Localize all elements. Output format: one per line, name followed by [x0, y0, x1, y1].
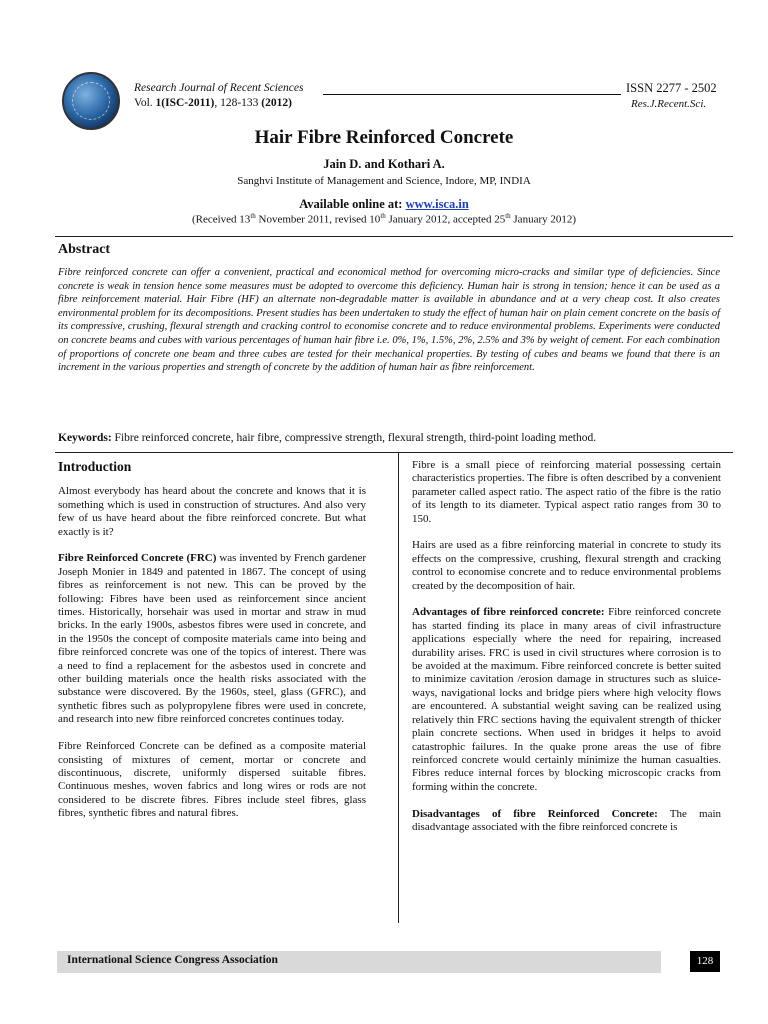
left-column — [58, 460, 366, 834]
introduction-heading: Introduction — [58, 459, 132, 474]
footer-organization: International Science Congress Association — [67, 954, 278, 966]
paragraph: Fibre is a small piece of reinforcing material possessing certain characteristics properties. The fibre is often described by a convenient parameter called aspect ratio. The aspect ratio of the fibre is the ratio of its length to its diameter. Typical aspect ratio ranges from 30 to 150. — [412, 459, 721, 525]
column-divider — [398, 453, 399, 923]
volume-info: Vol. 1(ISC-2011), 128-133 (2012) — [134, 97, 292, 109]
affiliation: Sanghvi Institute of Management and Science, Indore, MP, INDIA — [237, 175, 531, 187]
journal-abbreviation: Res.J.Recent.Sci. — [631, 98, 707, 110]
authors: Jain D. and Kothari A. — [323, 157, 445, 171]
website-link[interactable]: www.isca.in — [405, 197, 469, 211]
abstract-top-rule — [55, 236, 733, 237]
received-dates: (Received 13th November 2011, revised 10th January 2012, accepted 25th January 2012) — [191, 212, 577, 226]
paragraph: Hairs are used as a fibre reinforcing material in concrete to study its effects on the compressive, crushing, flexural strength and cracking control to economise concrete and to reduce environmental problems created by the decomposition of hair. — [412, 539, 721, 592]
header-rule — [323, 94, 621, 95]
available-online: Available online at: www.isca.in — [299, 197, 469, 211]
journal-logo — [62, 72, 120, 130]
paper-title: Hair Fibre Reinforced Concrete — [254, 127, 514, 148]
body-top-rule — [55, 452, 733, 453]
journal-name: Research Journal of Recent Sciences — [134, 82, 304, 94]
paragraph: Disadvantages of fibre Reinforced Concrete: The main disadvantage associated with the fibre reinforced concrete is — [412, 807, 722, 833]
page-number: 128 — [690, 951, 720, 972]
keywords-text: Fibre reinforced concrete, hair fibre, compressive strength, flexural strength, third-point loading method. — [111, 432, 597, 444]
paragraph: Almost everybody has heard about the concrete and knows that it is something which is used in construction of structures. And also very few of us have heard about the fibre reinforced concrete. But what exactly is it? — [58, 485, 366, 538]
paragraph: Fibre Reinforced Concrete (FRC) was invented by French gardener Joseph Monier in 1849 and patented in 1867. The concept of using fibres as reinforcement is not new. This can be proved by the following: Fibres have been used as reinforcement since ancient times. Historically, horsehair was used in mortar and straw in mud bricks. In the early 1900s, asbestos fibres were used in concrete, and in the 1950s the concept of composite materials came into being and fibre reinforced concrete was one of the topics of interest. There was a need to find a replacement for the asbestos used in concrete and other building materials once the health risks associated with the substance were discovered. By the 1960s, steel, glass (GFRC), and synthetic fibres such as polypropylene fibres were used in concrete, and research into new fibre reinforced concretes continues today. — [58, 552, 366, 726]
right-column — [412, 459, 721, 848]
keywords — [58, 432, 738, 444]
paragraph: Advantages of fibre reinforced concrete: Fibre reinforced concrete has started finding its place in many areas of civil infrastructure applications especially where the need for repairing, increased durability arises. FRC is used in civil structures where corrosion is to be avoided at the maximum. Fibre reinforced concrete is better suited to minimize cavitation /erosion damage in structures such as sluice-ways, navigational locks and bridge piers where high velocity flows are encountered. A substantial weight saving can be realized using relatively thin FRC sections having the equivalent strength of thicker plain concrete sections. When used in bridges it helps to avoid catastrophic failures. In the quake prone areas the use of fibre reinforced concrete would certainly minimize the human casualties. Fibres reduce internal forces by blocking microscopic cracks from forming within the concrete. — [412, 606, 721, 793]
keywords-label: Keywords: — [58, 432, 112, 444]
abstract-body: Fibre reinforced concrete can offer a convenient, practical and economical method for overcoming micro-cracks and similar type of deficiencies. Since concrete is weak in tension hence some measures must be adopted to overcome this deficiency. Human hair is strong in tension; hence it can be used as a fibre reinforcement material. Hair Fibre (HF) an alternate non-degradable matter is available in abundance and at a very cheap cost. It also creates environmental problem for its decompositions. Present studies has been undertaken to study the effect of human hair on plain cement concrete on the basis of its compressive, crushing, flexural strength and cracking control to economise concrete and to reduce environmental problems. Experiments were conducted on concrete beams and cubes with various percentages of human hair fibre i.e. 0%, 1%, 1.5%, 2%, 2.5% and 3% by weight of cement. For each combination of proportions of concrete one beam and three cubes are tested for their mechanical properties. By testing of cubes and beams we found that there is an increment in the various properties and strength of concrete by the addition of human hair as fibre reinforcement. — [58, 267, 720, 374]
issn: ISSN 2277 - 2502 — [626, 81, 717, 95]
abstract-heading: Abstract — [58, 242, 111, 257]
paragraph: Fibre Reinforced Concrete can be defined as a composite material consisting of mixtures of cement, mortar or concrete and discontinuous, discrete, uniformly dispersed suitable fibres. Continuous meshes, woven fabrics and long wires or rods are not considered to be discrete fibres. Fibres include steel fibres, glass fibres, synthetic fibres and natural fibres. — [58, 740, 366, 820]
